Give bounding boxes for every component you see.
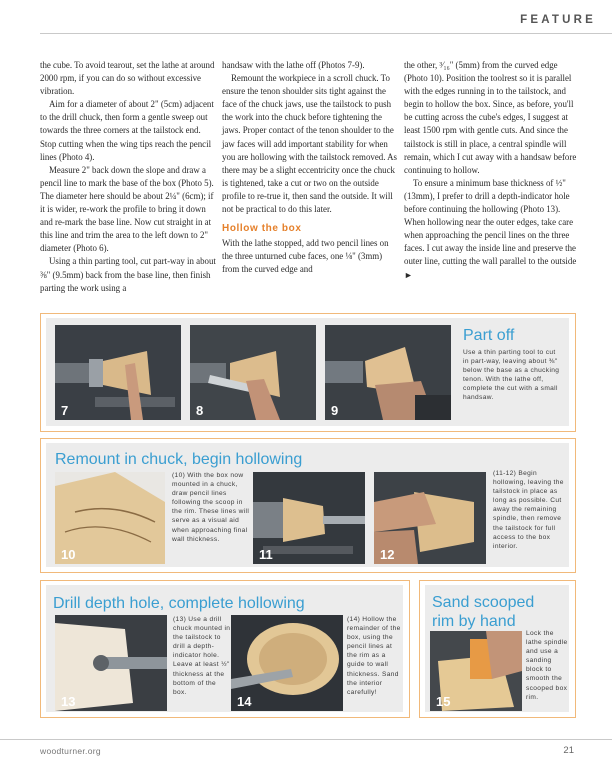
photo-number: 11 (259, 547, 273, 562)
photo-15 (430, 631, 522, 711)
subheading: Hollow the box (222, 223, 302, 235)
panel-title: Part off (463, 327, 515, 344)
paragraph: handsaw with the lathe off (Photos 7-9). (222, 60, 365, 70)
paragraph: the other, ³⁄₁₆" (5mm) from the curved edge (Photo 10). Position the toolrest so it is parallel with the edges running in to the tailstock, and begin to hollow the box. Since, as before, you'll be cutting across the cube's edges, I suggest at least 1500 rpm with gentle cuts. And since the tailstock is still in place, a central spindle will remain, which I cut away with a handsaw before continuing to hollow. (404, 60, 577, 175)
panel-title: Remount in chuck, begin hollowing (55, 451, 303, 468)
photo-number: 8 (196, 403, 204, 418)
panel-caption: Lock the lathe spindle and use a sanding block to smooth the scooped box rim. (526, 630, 568, 701)
photo-7 (55, 325, 181, 420)
footer-divider (0, 739, 612, 740)
paragraph: With the lathe stopped, add two pencil lines on the three unturned cube faces, one ⅛" (3mm) from the curved edge and (222, 238, 389, 275)
photo-10 (55, 472, 165, 564)
paragraph: Remount the workpiece in a scroll chuck. To ensure the tenon shoulder sits tight against the face of the chuck jaws, use the tailstock to push the work into the chuck before tightening the jaws. Proper contact of the tenon shoulder to the jaw faces will add important stability for when you are hollowing with the tailstock removed. As there may be a slight eccentricity once the chuck is tightened, take a cut or two on the outside profile to re-true it, then sand the outside. It will not be practical to do this later. (222, 73, 398, 215)
photo-number: 13 (61, 694, 76, 709)
part-off-panel (40, 313, 576, 432)
photo-number: 15 (436, 694, 451, 709)
remount-panel (40, 438, 576, 573)
panel-caption: (13) Use a drill chuck mounted in the tailstock to drill a depth-indicator hole. Leave at least ½" thickness at the bottom of the box. (173, 616, 231, 696)
photo-number: 12 (380, 547, 395, 562)
paragraph: Using a thin parting tool, cut part-way in about ⅜" (9.5mm) back from the base line, then finish parting the work using a (40, 256, 216, 293)
panel-title (432, 593, 534, 631)
page-number: 21 (563, 745, 574, 756)
article-column-3 (404, 59, 580, 282)
drill-panel (40, 580, 410, 718)
photo-number: 10 (61, 547, 76, 562)
photo-14 (231, 615, 343, 711)
article-column-1 (40, 59, 216, 295)
panel-title-line: rim by hand (432, 613, 516, 630)
paragraph: the cube. To avoid tearout, set the lathe at around 2000 rpm, if you can do so without excessive vibration. (40, 60, 215, 97)
photo-11 (253, 472, 365, 564)
paragraph: Aim for a diameter of about 2" (5cm) adjacent to the drill chuck, then form a gentle sweep out towards the three corners at the tailstock end. Stop cutting when the wing tips reach the pencil lines (Photo 4). (40, 99, 214, 162)
header-divider (40, 33, 612, 34)
photo-number: 14 (237, 694, 252, 709)
photo-13 (55, 615, 167, 711)
panel-caption: Use a thin parting tool to cut in part-way, leaving about ⅜" below the base as a chucking tenon. With the lathe off, complete the cut with a small handsaw. (463, 349, 560, 402)
article-column-2 (222, 59, 398, 277)
photo-12 (374, 472, 486, 564)
sand-panel (419, 580, 576, 718)
section-label: FEATURE (520, 14, 596, 26)
photo-number: 9 (331, 403, 339, 418)
panel-caption: (10) With the box now mounted in a chuck, draw pencil lines following the scoop in the rim. These lines will serve as a visual aid when approaching final wall thickness. (172, 472, 250, 543)
panel-caption: (14) Hollow the remainder of the box, using the pencil lines at the rim as a guide to wall thickness. Sand the interior carefully! (347, 616, 401, 696)
photo-8 (190, 325, 316, 420)
photo-number: 7 (61, 403, 69, 418)
paragraph: Measure 2" back down the slope and draw a pencil line to mark the base of the box (Photo 5). The diameter here should be about 2¼" (6cm); if it is wider, re-work the profile to bring it down and re-mark the base line. Now cut straight in at this line and trim the area to the left down to 2" diameter (Photo 6). (40, 164, 214, 254)
panel-title: Drill depth hole, complete hollowing (53, 595, 305, 612)
panel-title-line: Sand scooped (432, 594, 535, 611)
paragraph: To ensure a minimum base thickness of ½" (13mm), I prefer to drill a depth-indicator hole before continuing the hollowing (Photo 13). When hollowing near the outer edges, take care when approaching the pencil lines on the three faces. I cut away the inside line and preserve the outer line, cutting the wall parallel to the outside ► (404, 177, 577, 280)
photo-9 (325, 325, 451, 420)
footer-site: woodturner.org (40, 746, 101, 756)
panel-caption: (11-12) Begin hollowing, leaving the tailstock in place as long as possible. Cut away the remaining spindle, then remove the tailstock for full access to the box interior. (493, 470, 564, 550)
